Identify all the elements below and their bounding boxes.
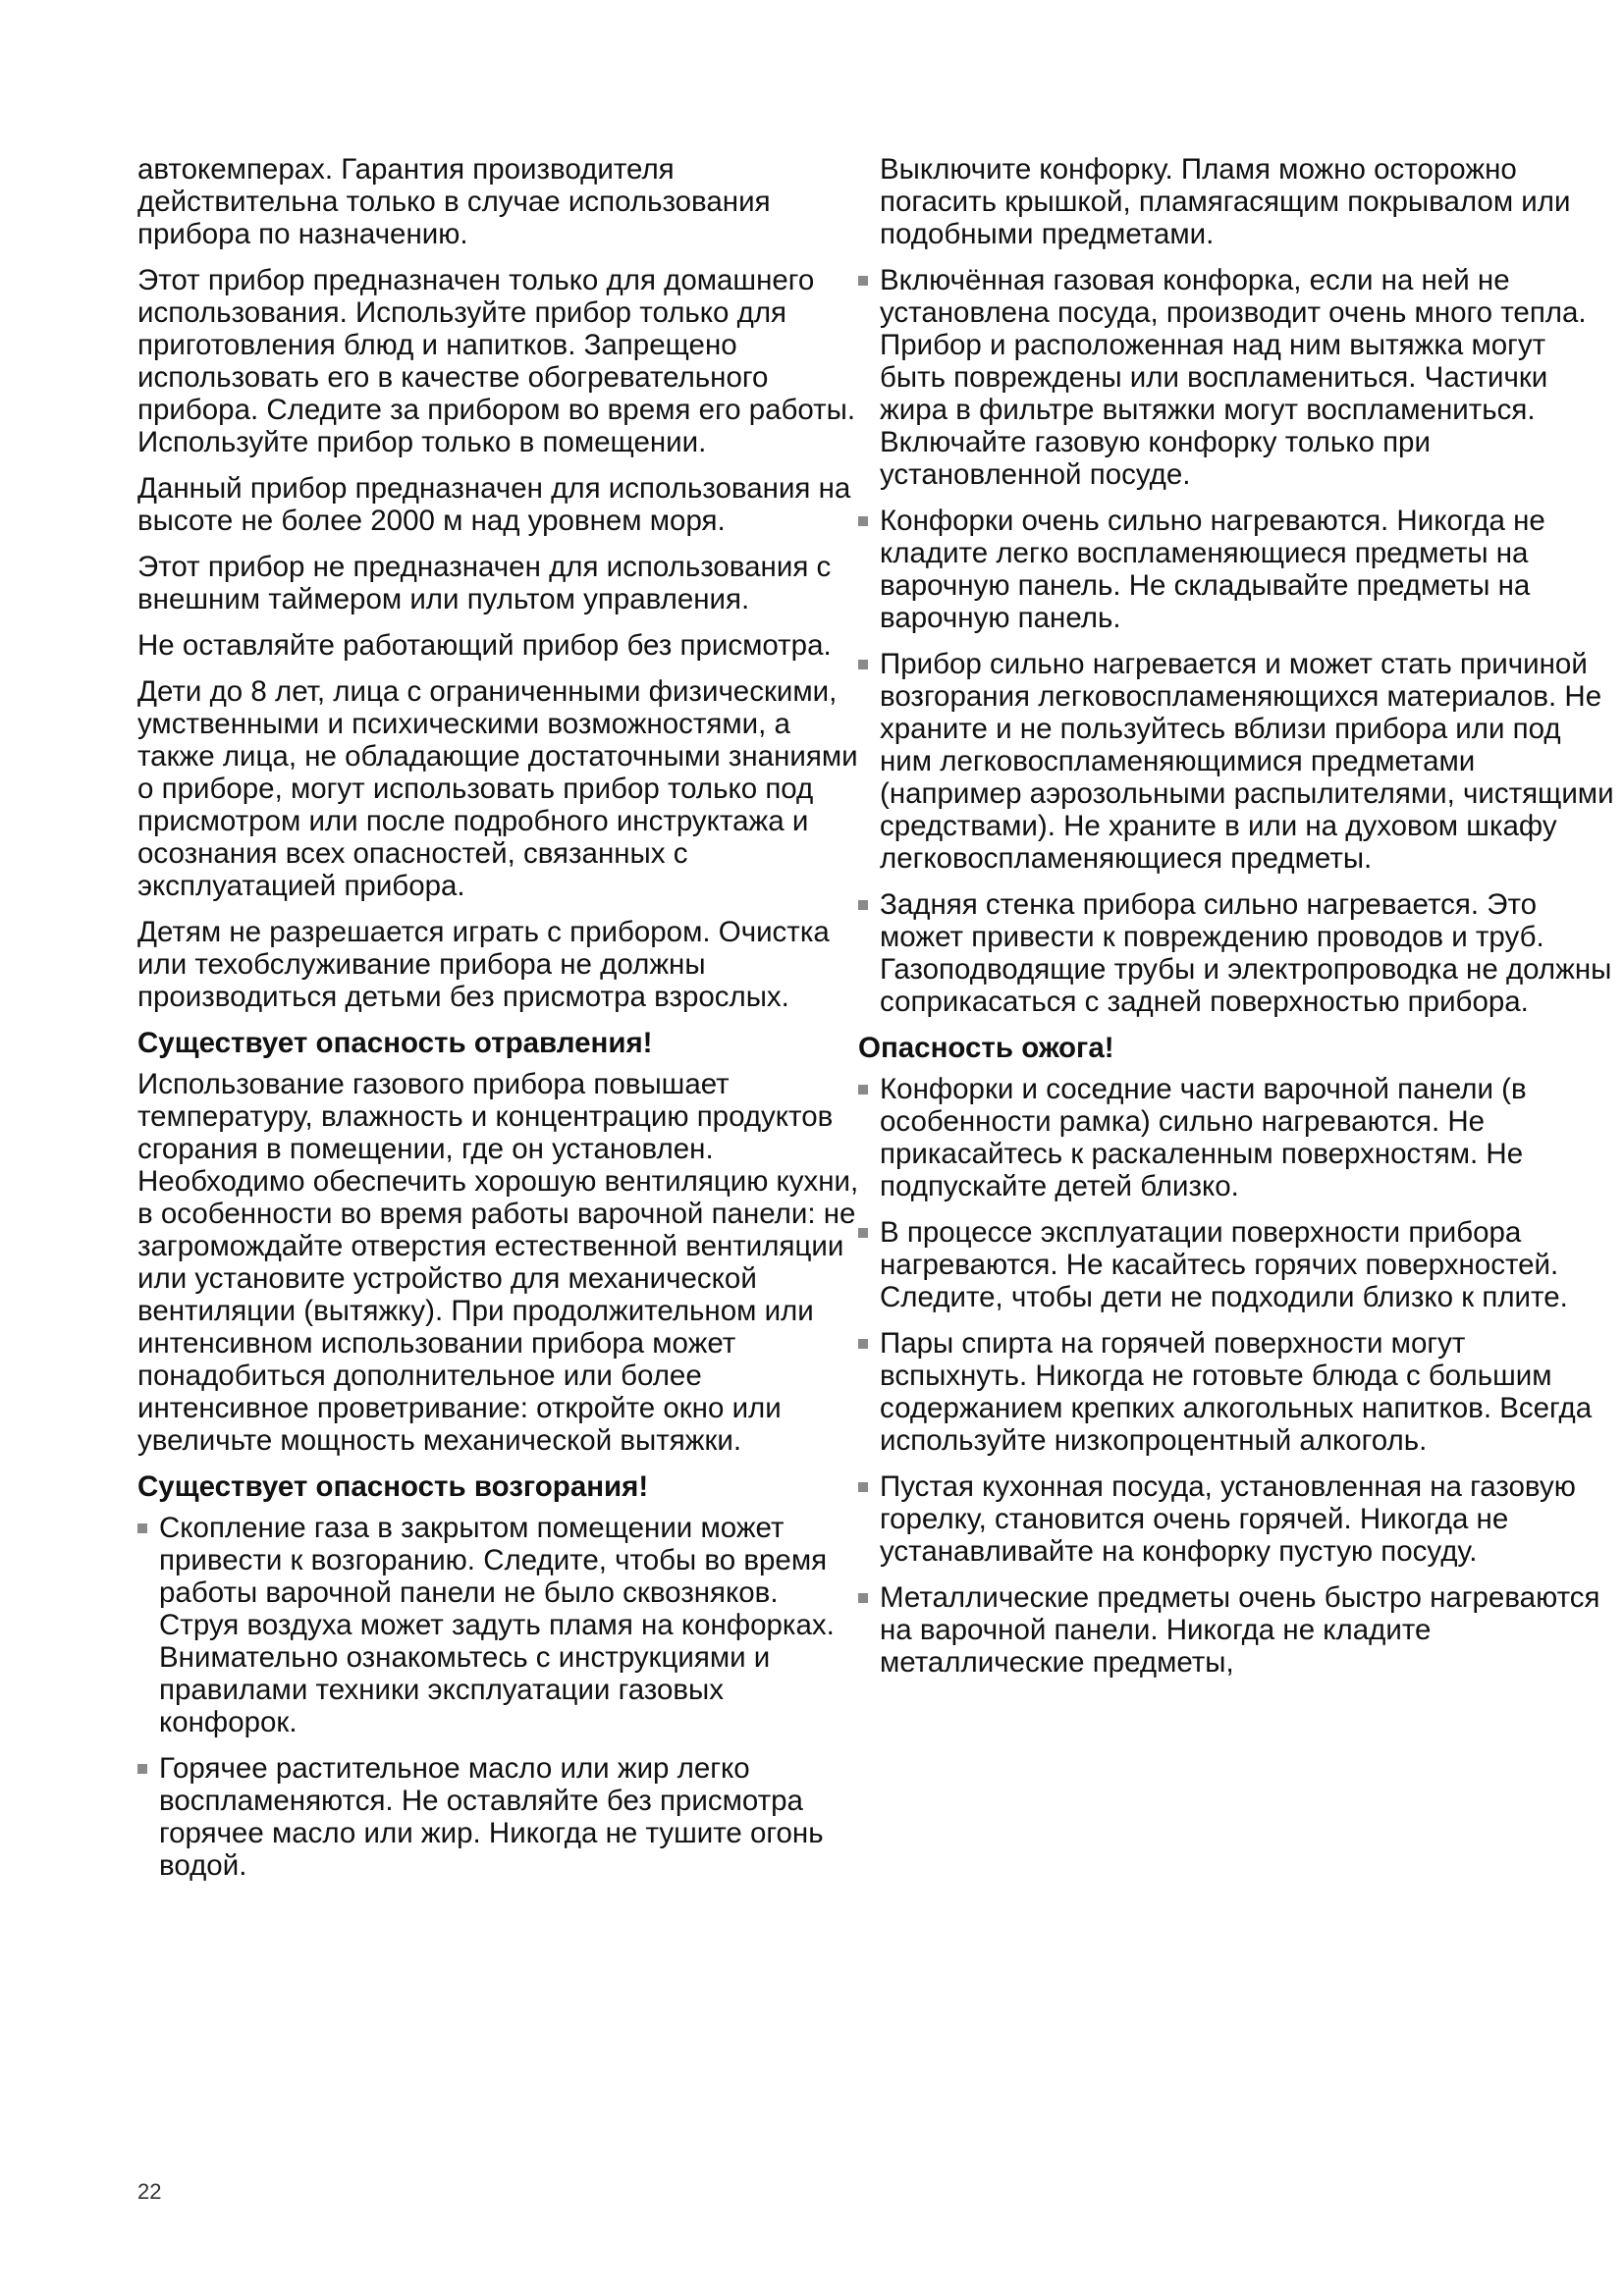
paragraph: Этот прибор предназначен только для домашнего использования. Используйте прибор только для приготовления блюд и напитков. Запрещено использовать его в качестве обогревательного прибора. Следите за прибором во время его работы. Используйте прибор только в помещении. bbox=[137, 264, 856, 458]
square-bullet-icon bbox=[858, 516, 868, 526]
list-item-text: Включённая газовая конфорка, если на ней не установлена посуда, производит очень много тепла. Прибор и расположенная над ним вытяжка могут быть повреждены или воспламениться. Частички жира в фильтре вытяжки могут воспламениться. Включайте газовую конфорку только при установленной посуде. bbox=[880, 264, 1587, 491]
right-column bbox=[858, 153, 1614, 1692]
paragraph: Дети до 8 лет, лица с ограниченными физическими, умственными и психическими возможностями, а также лица, не обладающие достаточными знаниями о приборе, могут использовать прибор только под присмотром или после подробного инструктажа и осознания всех опасностей, связанных с эксплуатацией прибора. bbox=[137, 675, 858, 902]
burn-heading: Опасность ожога! bbox=[858, 1032, 1114, 1064]
square-bullet-icon bbox=[137, 1764, 147, 1774]
list-item bbox=[858, 1327, 1614, 1457]
poisoning-text: Использование газового прибора повышает температуру, влажность и концентрацию продуктов сгорания в помещении, где он установлен. Необходимо обеспечить хорошую вентиляцию кухни, в особенности во время работы варочной панели: не загромождайте отверстия естественной вентиляции или установите устройство для механической вентиляции (вытяжку). При продолжительном или интенсивном использовании прибора может понадобиться дополнительное или более интенсивное проветривание: откройте окно или увеличьте мощность механической вытяжки. bbox=[137, 1068, 859, 1457]
list-item-text: Задняя стенка прибора сильно нагревается. Это может привести к повреждению проводов и труб. Газоподводящие трубы и электропроводка не должны соприкасаться с задней поверхностью прибора. bbox=[880, 888, 1612, 1018]
list-item bbox=[858, 1470, 1614, 1568]
paragraph: Этот прибор не предназначен для использования с внешним таймером или пультом управления. bbox=[137, 551, 832, 615]
list-item-text: Пустая кухонная посуда, установленная на газовую горелку, становится очень горячей. Никогда не устанавливайте на конфорку пустую посуду. bbox=[880, 1470, 1576, 1568]
list-item bbox=[137, 1512, 862, 1738]
list-item bbox=[858, 1216, 1614, 1313]
fire-bullet-list bbox=[137, 1512, 862, 1882]
list-item bbox=[858, 1581, 1614, 1679]
fire-heading: Существует опасность возгорания! bbox=[137, 1470, 649, 1503]
list-item bbox=[137, 1752, 862, 1882]
list-item bbox=[858, 1073, 1614, 1202]
list-item-text: Металлические предметы очень быстро нагреваются на варочной панели. Никогда не кладите металлические предметы, bbox=[880, 1581, 1600, 1679]
list-item bbox=[858, 505, 1614, 634]
list-item-text: Прибор сильно нагревается и может стать причиной возгорания легковоспламеняющихся материалов. Не храните и не пользуйтесь вблизи прибора или под ним легковоспламеняющимися предметами (например аэрозольными распылителями, чистящими средствами). Не храните в или на духовом шкафу легковоспламеняющиеся предметы. bbox=[880, 648, 1614, 875]
list-item-text: Конфорки очень сильно нагреваются. Никогда не кладите легко воспламеняющиеся предметы на варочную панель. Не складывайте предметы на варочную панель. bbox=[880, 505, 1545, 634]
square-bullet-icon bbox=[858, 1482, 868, 1492]
list-item-text: Конфорки и соседние части варочной панели (в особенности рамка) сильно нагреваются. Не прикасайтесь к раскаленным поверхностям. Не подпускайте детей близко. bbox=[880, 1073, 1527, 1202]
square-bullet-icon bbox=[858, 1228, 868, 1238]
list-item bbox=[858, 888, 1614, 1018]
square-bullet-icon bbox=[858, 276, 868, 286]
list-item-text: В процессе эксплуатации поверхности прибора нагреваются. Не касайтесь горячих поверхностей. Следите, чтобы дети не подходили близко к плите. bbox=[880, 1216, 1568, 1313]
list-item-text: Скопление газа в закрытом помещении может привести к возгоранию. Следите, чтобы во время работы варочной панели не было сквозняков. Струя воздуха может задуть пламя на конфорках. Внимательно ознакомьтесь с инструкциями и правилами техники эксплуатации газовых конфорок. bbox=[159, 1512, 835, 1738]
square-bullet-icon bbox=[858, 1593, 868, 1603]
continuation-paragraph: Выключите конфорку. Пламя можно осторожно погасить крышкой, пламягасящим покрывалом или подобными предметами. bbox=[880, 153, 1571, 250]
page-number: 22 bbox=[137, 2179, 162, 2204]
paragraph: Данный прибор предназначен для использования на высоте не более 2000 м над уровнем моря. bbox=[137, 472, 851, 537]
square-bullet-icon bbox=[858, 900, 868, 910]
paragraph: автокемперах. Гарантия производителя действительна только в случае использования прибора по назначению. bbox=[137, 153, 771, 250]
poisoning-heading: Существует опасность отравления! bbox=[137, 1027, 653, 1059]
fire-bullet-list-continued bbox=[858, 264, 1614, 1018]
list-item-text: Горячее растительное масло или жир легко воспламеняются. Не оставляйте без присмотра горячее масло или жир. Никогда не тушите огонь водой. bbox=[159, 1752, 824, 1882]
list-item bbox=[858, 648, 1614, 875]
list-item-text: Пары спирта на горячей поверхности могут вспыхнуть. Никогда не готовьте блюда с большим содержанием крепких алкогольных напитков. Всегда используйте низкопроцентный алкоголь. bbox=[880, 1327, 1593, 1457]
square-bullet-icon bbox=[858, 1085, 868, 1095]
paragraph: Детям не разрешается играть с прибором. Очистка или техобслуживание прибора не должны производиться детьми без присмотра взрослых. bbox=[137, 916, 830, 1013]
square-bullet-icon bbox=[858, 660, 868, 669]
square-bullet-icon bbox=[137, 1523, 147, 1533]
paragraph: Не оставляйте работающий прибор без присмотра. bbox=[137, 629, 832, 662]
left-column bbox=[137, 153, 862, 1896]
burn-bullet-list bbox=[858, 1073, 1614, 1679]
list-item bbox=[858, 264, 1614, 491]
square-bullet-icon bbox=[858, 1339, 868, 1349]
